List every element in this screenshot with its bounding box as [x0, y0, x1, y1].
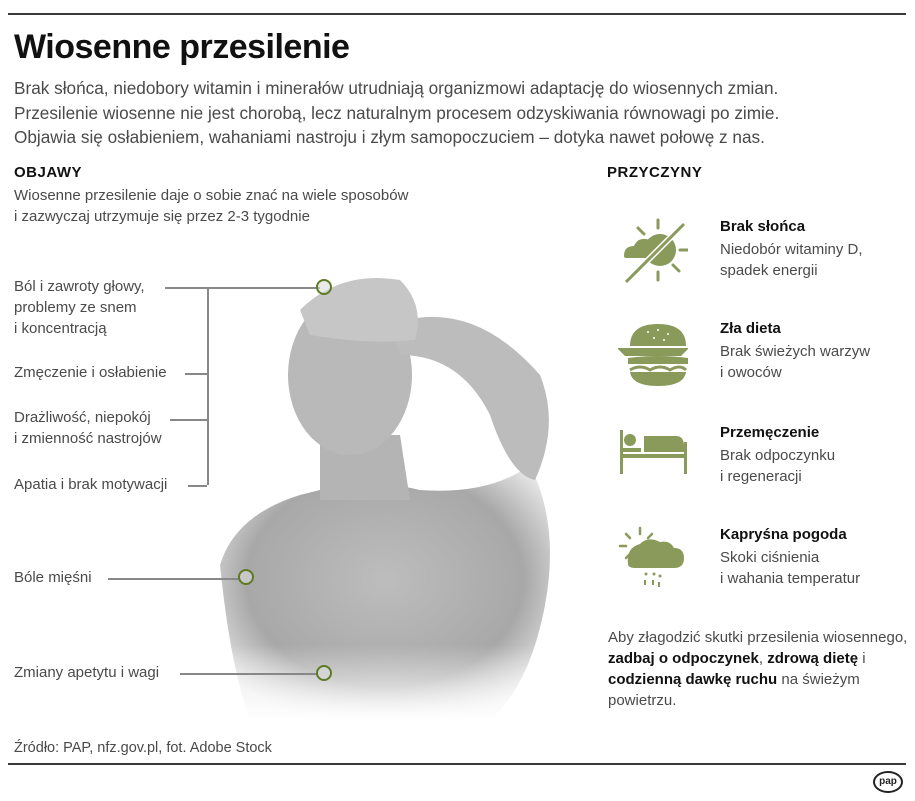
cause-item	[610, 424, 910, 504]
symptom-line: Bóle mięśni	[14, 569, 92, 586]
cause-title: Zła dieta	[720, 320, 781, 337]
advice-text: na świeżym powietrzu.	[608, 671, 860, 709]
symptom-line: Zmęczenie i osłabienie	[14, 364, 167, 381]
connector-line	[108, 578, 241, 580]
connector-line	[165, 287, 320, 289]
burger-icon	[618, 318, 688, 388]
cause-item	[610, 218, 910, 298]
cause-desc	[720, 445, 835, 487]
symptom-label	[14, 362, 167, 383]
lead-paragraph	[14, 76, 904, 150]
symptom-label	[14, 474, 167, 495]
cause-desc-line: i wahania temperatur	[720, 570, 861, 587]
cause-desc-line: i owoców	[720, 364, 782, 381]
source-credit: Źródło: PAP, nfz.gov.pl, fot. Adobe Stock	[14, 740, 272, 756]
man-figure-illustration	[190, 265, 610, 720]
symptom-label	[14, 567, 92, 588]
subtitle-line: Wiosenne przesilenie daje o sobie znać na wiele sposobów	[14, 187, 409, 204]
lead-line: Przesilenie wiosenne nie jest chorobą, lecz naturalnym procesem odzyskiwania równowagi po zimie.	[14, 102, 780, 123]
cause-desc	[720, 239, 863, 281]
symptom-line: i zmienność nastrojów	[14, 430, 162, 447]
symptom-line: Zmiany apetytu i wagi	[14, 664, 160, 681]
bracket-vertical-line	[207, 287, 209, 485]
cause-title: Kapryśna pogoda	[720, 526, 847, 543]
symptom-line: i koncentracją	[14, 320, 107, 337]
cause-desc-line: Niedobór witaminy D,	[720, 241, 863, 258]
abdomen-marker	[316, 665, 332, 681]
cause-desc-line: Brak odpoczynku	[720, 447, 836, 464]
advice-emphasis: zadbaj o odpoczynek	[608, 650, 759, 667]
sun-cloud-crossed-icon	[618, 216, 688, 286]
cause-item	[610, 320, 910, 400]
chest-marker	[238, 569, 254, 585]
connector-line	[185, 373, 207, 375]
cause-desc-line: Brak świeżych warzyw	[720, 343, 871, 360]
cause-desc-line: Skoki ciśnienia	[720, 549, 820, 566]
symptom-line: Apatia i brak motywacji	[14, 476, 168, 493]
symptom-line: problemy ze snem	[14, 299, 137, 316]
connector-line	[188, 485, 207, 487]
symptom-line: Ból i zawroty głowy,	[14, 278, 145, 295]
page-title: Wiosenne przesilenie	[14, 28, 350, 66]
advice-paragraph	[608, 627, 908, 711]
advice-emphasis: zdrową dietę	[767, 650, 859, 667]
symptom-label	[14, 662, 159, 683]
connector-line	[170, 419, 207, 421]
cause-desc	[720, 341, 870, 383]
advice-text: ,	[758, 650, 768, 667]
rain-cloud-icon	[618, 524, 688, 594]
symptom-line: Drażliwość, niepokój	[14, 409, 151, 426]
causes-heading: PRZYCZYNY	[607, 164, 703, 181]
advice-text: i	[858, 650, 866, 667]
cause-title: Brak słońca	[720, 218, 806, 235]
bed-icon	[618, 422, 688, 492]
symptoms-heading: OBJAWY	[14, 164, 83, 181]
symptoms-subtitle	[14, 185, 408, 227]
advice-emphasis: codzienną dawkę ruchu	[608, 671, 778, 688]
subtitle-line: i zazwyczaj utrzymuje się przez 2-3 tygodnie	[14, 208, 310, 225]
head-marker	[316, 279, 332, 295]
cause-desc-line: i regeneracji	[720, 468, 802, 485]
top-rule	[8, 13, 906, 15]
advice-text: Aby złagodzić skutki przesilenia wiosennego,	[608, 629, 908, 646]
bottom-rule	[8, 763, 906, 765]
pap-logo: pap	[873, 771, 903, 793]
lead-line: Objawia się osłabieniem, wahaniami nastroju i złym samopoczuciem – dotyka nawet połowę z nas.	[14, 127, 765, 147]
cause-title: Przemęczenie	[720, 424, 820, 441]
cause-item	[610, 526, 910, 606]
symptom-label	[14, 407, 162, 449]
connector-line	[180, 673, 318, 675]
lead-line: Brak słońca, niedobory witamin i minerałów utrudniają organizmowi adaptację do wiosennych zmian.	[14, 78, 779, 98]
cause-desc-line: spadek energii	[720, 262, 818, 279]
symptom-label	[14, 276, 145, 339]
cause-desc	[720, 547, 860, 589]
